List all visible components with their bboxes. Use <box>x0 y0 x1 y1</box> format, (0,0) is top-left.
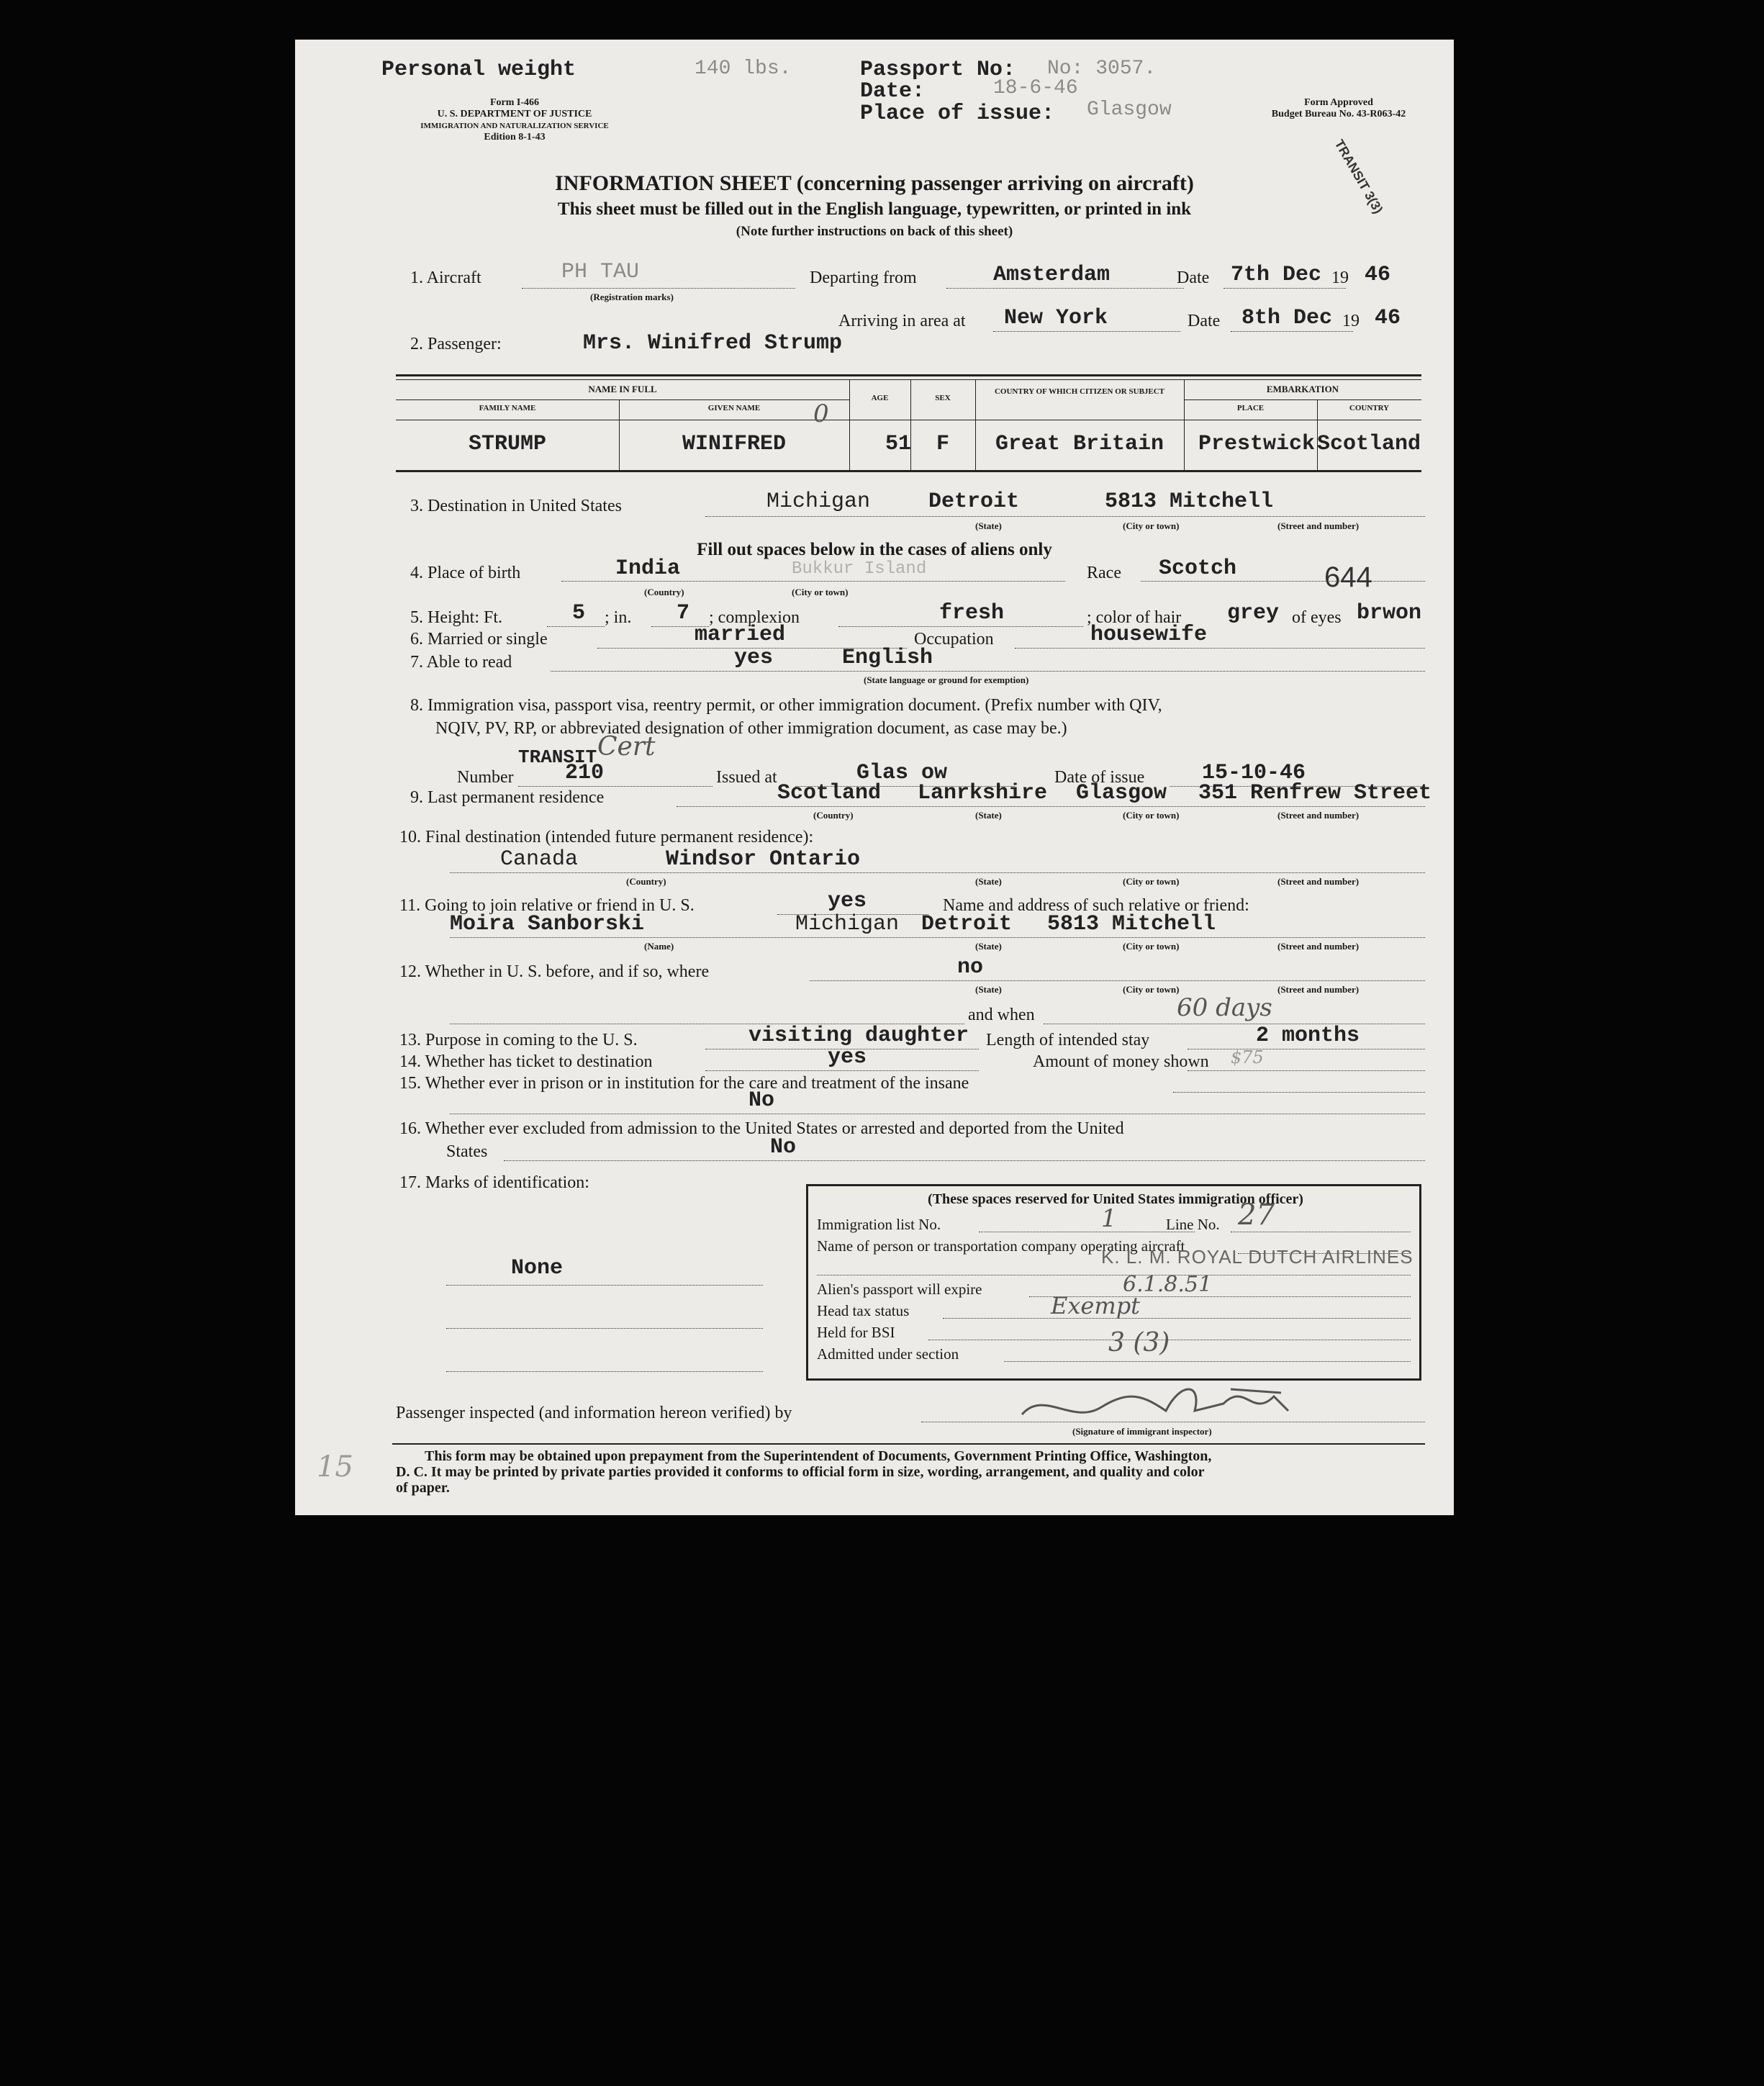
destination-state: Michigan <box>766 489 871 514</box>
eyes-label: of eyes <box>1292 608 1342 627</box>
aircraft-value: PH TAU <box>561 260 640 284</box>
personal-weight-value: 140 lbs. <box>695 58 792 80</box>
arrive-year: 46 <box>1375 306 1401 330</box>
q12-city-caption: (City or town) <box>1123 984 1180 995</box>
height-label: 5. Height: Ft. <box>410 608 503 627</box>
age-cell: 51 <box>885 432 912 456</box>
country-citizen-header: COUNTRY OF WHICH CITIZEN OR SUBJECT <box>994 387 1165 396</box>
q10-street-caption: (Street and number) <box>1277 876 1360 887</box>
q10-country-caption: (Country) <box>626 876 666 887</box>
read-value: yes <box>734 646 774 670</box>
passenger-label: 2. Passenger: <box>410 335 502 353</box>
name-address-label: Name and address of such relative or friend: <box>943 896 1249 915</box>
stay-label: Length of intended stay <box>986 1031 1150 1049</box>
depart-year: 46 <box>1365 263 1391 287</box>
residence-label: 9. Last permanent residence <box>410 788 605 807</box>
stay-value: 2 months <box>1256 1024 1360 1048</box>
and-when-label: and when <box>968 1006 1035 1024</box>
place-of-issue-value: Glasgow <box>1087 99 1172 121</box>
birthplace-label: 4. Place of birth <box>410 564 521 582</box>
passenger-value: Mrs. Winifred Strump <box>583 331 843 356</box>
q4-city-caption: (City or town) <box>792 587 849 597</box>
date-value: 18-6-46 <box>993 77 1078 99</box>
q8-text-line1: 8. Immigration visa, passport visa, reentry permit, or other immigration document. (Prefix number with QIV, <box>410 696 1162 715</box>
height-in: 7 <box>677 601 690 626</box>
form-approved: Form Approved <box>1304 97 1373 108</box>
form-subtitle: This sheet must be filled out in the English language, typewritten, or printed in ink <box>557 199 1192 219</box>
emb-place-cell: Prestwick <box>1198 432 1316 456</box>
race-label: Race <box>1087 564 1121 582</box>
q3-street-caption: (Street and number) <box>1277 520 1360 531</box>
department-name: U. S. DEPARTMENT OF JUSTICE <box>437 109 592 119</box>
expire-value: 6.1.8.51 <box>1123 1272 1213 1297</box>
prison-value: No <box>748 1088 775 1113</box>
birth-city: Bukkur Island <box>792 559 927 579</box>
inspector-signature <box>1015 1375 1317 1432</box>
list-no-label: Immigration list No. <box>817 1216 941 1233</box>
q9-state-caption: (State) <box>975 810 1002 821</box>
operator-value: K. L. M. ROYAL DUTCH AIRLINES <box>1101 1246 1414 1268</box>
ticket-value: yes <box>828 1045 867 1070</box>
issued-at-value: Glas ow <box>856 761 948 785</box>
complexion-label: ; complexion <box>709 608 800 627</box>
visa-hand-note: Cert <box>597 732 656 762</box>
depart-date-label: Date <box>1177 268 1210 287</box>
given-name-cell: WINIFRED <box>682 432 787 456</box>
form-number: Form I-466 <box>489 97 540 108</box>
q4-country-caption: (Country) <box>644 587 684 597</box>
stay-hand-note: 60 days <box>1177 993 1272 1022</box>
notice-line2: D. C. It may be printed by private parties provided it conforms to official form in size, wording, arrangement, and quality and color <box>396 1464 1205 1480</box>
aliens-note: Fill out spaces below in the cases of aliens only <box>697 540 1052 559</box>
citizen-cell: Great Britain <box>995 432 1164 456</box>
operator-label: Name of person or transportation company operating aircraft <box>817 1237 1185 1255</box>
q11-state-caption: (State) <box>975 941 1002 952</box>
height-in-label: ; in. <box>605 608 632 627</box>
purpose-value: visiting daughter <box>748 1024 969 1048</box>
excluded-label-line2: States <box>446 1142 488 1161</box>
place-header: PLACE <box>1236 404 1265 412</box>
family-name-header: FAMILY NAME <box>479 404 536 412</box>
q9-city-caption: (City or town) <box>1123 810 1180 821</box>
notice-line3: of paper. <box>396 1480 450 1496</box>
married-value: married <box>695 623 786 647</box>
sex-header: SEX <box>935 394 951 402</box>
family-name-cell: STRUMP <box>468 432 547 456</box>
issue-date-value: 15-10-46 <box>1202 761 1306 785</box>
q9-country-caption: (Country) <box>813 810 854 821</box>
q10-city-caption: (City or town) <box>1123 876 1180 887</box>
marks-label: 17. Marks of identification: <box>399 1173 589 1192</box>
join-relative-value: yes <box>828 889 867 913</box>
arriving-value: New York <box>1004 306 1108 330</box>
budget-bureau: Budget Bureau No. 43-R063-42 <box>1271 109 1406 119</box>
destination-city: Detroit <box>928 489 1020 514</box>
q3-city-caption: (City or town) <box>1123 520 1180 531</box>
race-code: 644 <box>1324 561 1372 593</box>
country-header: COUNTRY <box>1349 404 1390 412</box>
residence-street: 351 Renfrew Street <box>1198 781 1432 805</box>
arrive-year-prefix: 19 <box>1342 312 1360 330</box>
relative-city: Detroit <box>921 912 1013 936</box>
destination-label: 3. Destination in United States <box>410 497 622 515</box>
residence-state: Lanrkshire <box>918 781 1048 805</box>
complexion-value: fresh <box>939 601 1005 626</box>
margin-number: 15 <box>317 1450 353 1484</box>
residence-country: Scotland <box>777 781 882 805</box>
number-label: Number <box>457 768 514 787</box>
depart-year-prefix: 19 <box>1331 268 1349 287</box>
passport-no-value: No: 3057. <box>1047 58 1157 80</box>
line-no-value: 27 <box>1238 1198 1275 1232</box>
join-relative-label: 11. Going to join relative or friend in U. S. <box>399 896 695 915</box>
read-label: 7. Able to read <box>410 653 512 672</box>
occupation-label: Occupation <box>914 630 994 649</box>
issue-date-label: Date of issue <box>1054 768 1145 787</box>
q11-street-caption: (Street and number) <box>1277 941 1360 952</box>
form-sheet <box>295 40 1454 1515</box>
marks-value: None <box>511 1256 564 1281</box>
relative-name: Moira Sanborski <box>450 912 645 936</box>
departing-label: Departing from <box>810 268 917 287</box>
visa-number: 210 <box>565 761 605 785</box>
final-destination-label: 10. Final destination (intended future permanent residence): <box>399 828 814 846</box>
ticket-label: 14. Whether has ticket to destination <box>399 1052 653 1071</box>
read-caption: (State language or ground for exemption) <box>864 674 1029 685</box>
money-value: $75 <box>1231 1047 1264 1067</box>
arrive-date-label: Date <box>1188 312 1221 330</box>
date-label: Date: <box>860 79 926 104</box>
relative-street: 5813 Mitchell <box>1047 912 1216 936</box>
place-of-issue-label: Place of issue: <box>860 101 1055 126</box>
reg-caption: (Registration marks) <box>590 292 674 302</box>
final-country: Canada <box>500 847 579 872</box>
bsi-label: Held for BSI <box>817 1324 895 1341</box>
previous-visit-value: no <box>957 955 984 980</box>
inspected-label: Passenger inspected (and information hereon verified) by <box>396 1404 792 1422</box>
form-note: (Note further instructions on back of this sheet) <box>736 224 1013 239</box>
emb-country-cell: Scotland <box>1317 432 1421 456</box>
form-title: INFORMATION SHEET (concerning passenger arriving on aircraft) <box>555 171 1194 195</box>
q11-name-caption: (Name) <box>644 941 674 952</box>
transit-stamp: TRANSIT 3(3) <box>1331 137 1386 217</box>
purpose-label: 13. Purpose in coming to the U. S. <box>399 1031 638 1049</box>
q12-street-caption: (Street and number) <box>1277 984 1360 995</box>
service-name: IMMIGRATION AND NATURALIZATION SERVICE <box>420 122 609 130</box>
married-label: 6. Married or single <box>410 630 548 649</box>
excluded-label-line1: 16. Whether ever excluded from admission to the United States or arrested and deported from the United <box>399 1119 1124 1138</box>
q3-state-caption: (State) <box>975 520 1002 531</box>
expire-label: Alien's passport will expire <box>817 1281 982 1298</box>
birth-country: India <box>615 556 681 581</box>
final-city-state: Windsor Ontario <box>666 847 861 872</box>
personal-weight-label: Personal weight <box>381 58 576 82</box>
admitted-value: 3 (3) <box>1108 1328 1170 1358</box>
form-id-block <box>407 97 623 143</box>
q11-city-caption: (City or town) <box>1123 941 1180 952</box>
money-label: Amount of money shown <box>1033 1052 1209 1071</box>
head-tax-label: Head tax status <box>817 1302 910 1319</box>
hair-label: ; color of hair <box>1087 608 1182 627</box>
race-value: Scotch <box>1159 556 1237 581</box>
passport-no-label: Passport No: <box>860 58 1016 82</box>
read-language: English <box>842 646 933 670</box>
name-in-full-header: NAME IN FULL <box>588 384 657 394</box>
hair-value: grey <box>1227 601 1280 626</box>
arriving-label: Arriving in area at <box>838 312 966 330</box>
given-name-header: GIVEN NAME <box>707 404 761 412</box>
sex-cell: F <box>936 432 949 456</box>
head-tax-value: Exempt <box>1051 1292 1141 1319</box>
approval-block <box>1238 97 1439 120</box>
embarkation-header: EMBARKATION <box>1266 384 1339 394</box>
notice-line1: This form may be obtained upon prepayment from the Superintendent of Documents, Government Printing Office, Washington, <box>425 1448 1212 1464</box>
admitted-label: Admitted under section <box>817 1345 959 1363</box>
residence-city: Glasgow <box>1076 781 1167 805</box>
previous-visit-label: 12. Whether in U. S. before, and if so, where <box>399 962 710 981</box>
q9-street-caption: (Street and number) <box>1277 810 1360 821</box>
aircraft-label: 1. Aircraft <box>410 268 481 287</box>
table-annotation: 0 <box>813 399 829 428</box>
q10-state-caption: (State) <box>975 876 1002 887</box>
relative-state: Michigan <box>795 912 900 936</box>
visa-prefix: TRANSIT <box>518 746 597 768</box>
excluded-value: No <box>770 1135 797 1160</box>
prison-label: 15. Whether ever in prison or in institution for the care and treatment of the insane <box>399 1074 969 1093</box>
officer-box-title: (These spaces reserved for United States immigration officer) <box>928 1191 1303 1207</box>
edition: Edition 8-1-43 <box>484 132 546 143</box>
depart-date-value: 7th Dec <box>1231 263 1322 287</box>
issued-at-label: Issued at <box>716 768 777 787</box>
q8-text-line2: NQIV, PV, RP, or abbreviated designation of other immigration document, as case may be.) <box>435 719 1067 738</box>
q12-state-caption: (State) <box>975 984 1002 995</box>
age-header: AGE <box>871 394 889 402</box>
destination-street: 5813 Mitchell <box>1105 489 1274 514</box>
arrive-date-value: 8th Dec <box>1241 306 1333 330</box>
occupation-value: housewife <box>1090 623 1208 647</box>
height-ft: 5 <box>572 601 586 626</box>
departing-value: Amsterdam <box>993 263 1111 287</box>
line-no-label: Line No. <box>1166 1216 1220 1233</box>
eyes-value: brwon <box>1357 601 1422 626</box>
signature-caption: (Signature of immigrant inspector) <box>1072 1426 1212 1437</box>
list-no-value: 1 <box>1101 1204 1117 1233</box>
